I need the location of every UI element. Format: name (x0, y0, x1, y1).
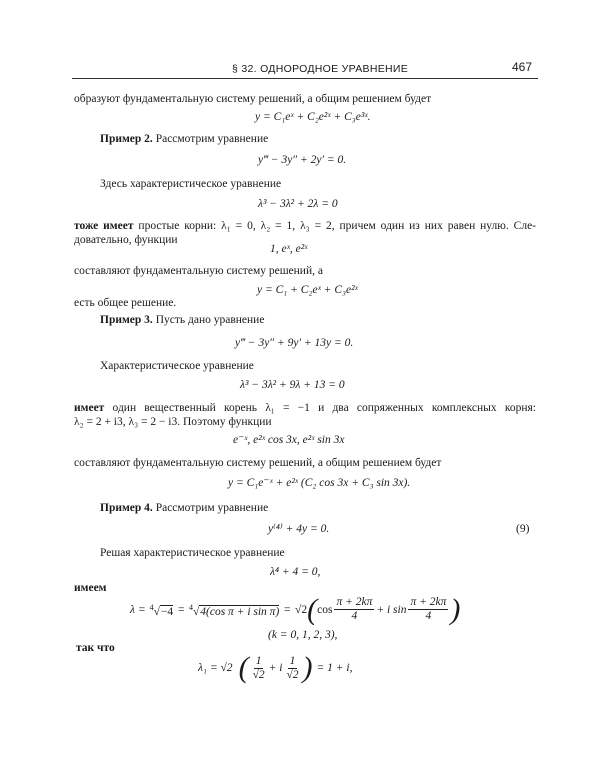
formula-equation-2: y‴ − 3y″ + 2y′ = 0. (258, 154, 347, 166)
example-4-label: Пример 4. (100, 502, 153, 514)
paragraph-11: так что (76, 642, 115, 654)
lambda1-fraction-2-num: 1 (289, 654, 296, 667)
header-rule (72, 78, 538, 79)
paragraph-2: Здесь характеристическое уравнение (100, 178, 282, 190)
fraction-1-num: π + 2kπ (336, 596, 373, 609)
example-4-heading (100, 501, 268, 515)
paragraph-7-bold: имеет (74, 402, 105, 414)
example-4-text: Рассмотрим уравнение (155, 502, 269, 514)
formula-general-solution-1: y = C₁eˣ + C₂e²ˣ + C₃e³ˣ. (255, 111, 371, 123)
example-2-label: Пример 2. (100, 133, 153, 145)
fraction-1 (334, 596, 374, 623)
paragraph-3-line-2: довательно, функции (74, 234, 178, 246)
paragraph-7-text: один вещественный корень λ₁ = −1 и два сопряженных комплексных корня: (112, 402, 537, 414)
formula-functions-3: e⁻ˣ, e²ˣ cos 3x, e²ˣ sin 3x (233, 434, 345, 446)
roots-sqrt2: √2 (295, 603, 308, 616)
formula-char-equation-2: λ³ − 3λ² + 2λ = 0 (258, 198, 338, 210)
fourth-root-1: $^4$√−4 (149, 603, 174, 618)
fourth-root-2: $^4$√4(cos π + i sin π) (188, 603, 280, 618)
paragraph-7-line-1 (74, 401, 536, 415)
fraction-2 (408, 596, 448, 623)
paragraph-10: имеем (74, 582, 107, 594)
paragraph-3-bold: тоже имеет (74, 220, 134, 232)
lambda1-fraction-1 (251, 655, 267, 682)
roots-lhs: λ = (130, 603, 146, 616)
right-paren: ) (450, 592, 461, 626)
example-3-heading (100, 313, 264, 327)
formula-equation-3: y‴ − 3y″ + 9y′ + 13y = 0. (235, 337, 354, 349)
lambda1-plus-i: + i (268, 662, 283, 674)
example-3-text: Пусть дано уравнение (155, 314, 265, 326)
paragraph-7-line-2: λ₂ = 2 + i3, λ₃ = 2 − i3. Поэтому функции (74, 416, 272, 428)
lambda1-right-paren: ) (302, 651, 313, 684)
formula-roots (130, 591, 460, 629)
root-index-2: 4 (188, 603, 193, 612)
roots-cos: cos (317, 603, 333, 616)
root-index-1: 4 (149, 603, 154, 612)
lambda1-fraction-2-den: √2 (286, 668, 299, 681)
lambda1-fraction-1-num: 1 (255, 654, 262, 667)
paragraph-1: образуют фундаментальную систему решений, а общим решением будет (74, 93, 432, 105)
page-number: 467 (512, 60, 533, 74)
lambda1-left-paren: ( (238, 651, 249, 684)
lambda1-fraction-1-den: √2 (252, 668, 265, 681)
paragraph-9: Решая характеристическое уравнение (100, 547, 285, 559)
left-paren: ( (307, 592, 318, 626)
paragraph-3-line-1 (74, 219, 536, 233)
formula-general-solution-3: y = C₁e⁻ˣ + e²ˣ (C₂ cos 3x + C₃ sin 3x). (228, 477, 411, 489)
radicand-2: 4(cos π + i sin π) (200, 605, 280, 618)
lambda1-fraction-2 (284, 655, 300, 682)
paragraph-6: Характеристическое уравнение (100, 360, 254, 372)
fraction-2-den: 4 (425, 610, 432, 623)
formula-general-solution-2: y = C₁ + C₂eˣ + C₃e²ˣ (257, 284, 358, 296)
fraction-1-den: 4 (351, 610, 358, 623)
formula-k-values: (k = 0, 1, 2, 3), (268, 629, 338, 641)
formula-equation-4: y⁽⁴⁾ + 4y = 0. (268, 523, 330, 535)
radicand-1: −4 (160, 605, 174, 618)
lambda1-rhs: = 1 + i, (316, 662, 353, 674)
example-2-heading (100, 132, 268, 146)
roots-eq-1: = (177, 603, 185, 616)
fraction-2-num: π + 2kπ (410, 596, 447, 609)
formula-functions-2: 1, eˣ, e²ˣ (270, 243, 308, 255)
paragraph-8: составляют фундаментальную систему решений, а общим решением будет (74, 457, 442, 469)
example-3-label: Пример 3. (100, 314, 153, 326)
paragraph-5: есть общее решение. (74, 297, 177, 309)
formula-char-equation-4: λ⁴ + 4 = 0, (270, 566, 321, 578)
paragraph-4: составляют фундаментальную систему решений, а (74, 265, 323, 277)
lambda1-lhs: λ₁ = √2 (198, 662, 233, 674)
formula-char-equation-3: λ³ − 3λ² + 9λ + 13 = 0 (240, 379, 345, 391)
formula-lambda-1 (198, 651, 353, 685)
paragraph-3-text: простые корни: λ₁ = 0, λ₂ = 1, λ₃ = 2, причем один из них равен нулю. Сле- (138, 220, 536, 232)
equation-number-9: (9) (516, 523, 530, 535)
roots-eq-2: = (283, 603, 292, 616)
roots-plus-i-sin: + i sin (376, 603, 407, 616)
running-header: § 32. ОДНОРОДНОЕ УРАВНЕНИЕ (232, 63, 409, 75)
example-2-text: Рассмотрим уравнение (155, 133, 269, 145)
